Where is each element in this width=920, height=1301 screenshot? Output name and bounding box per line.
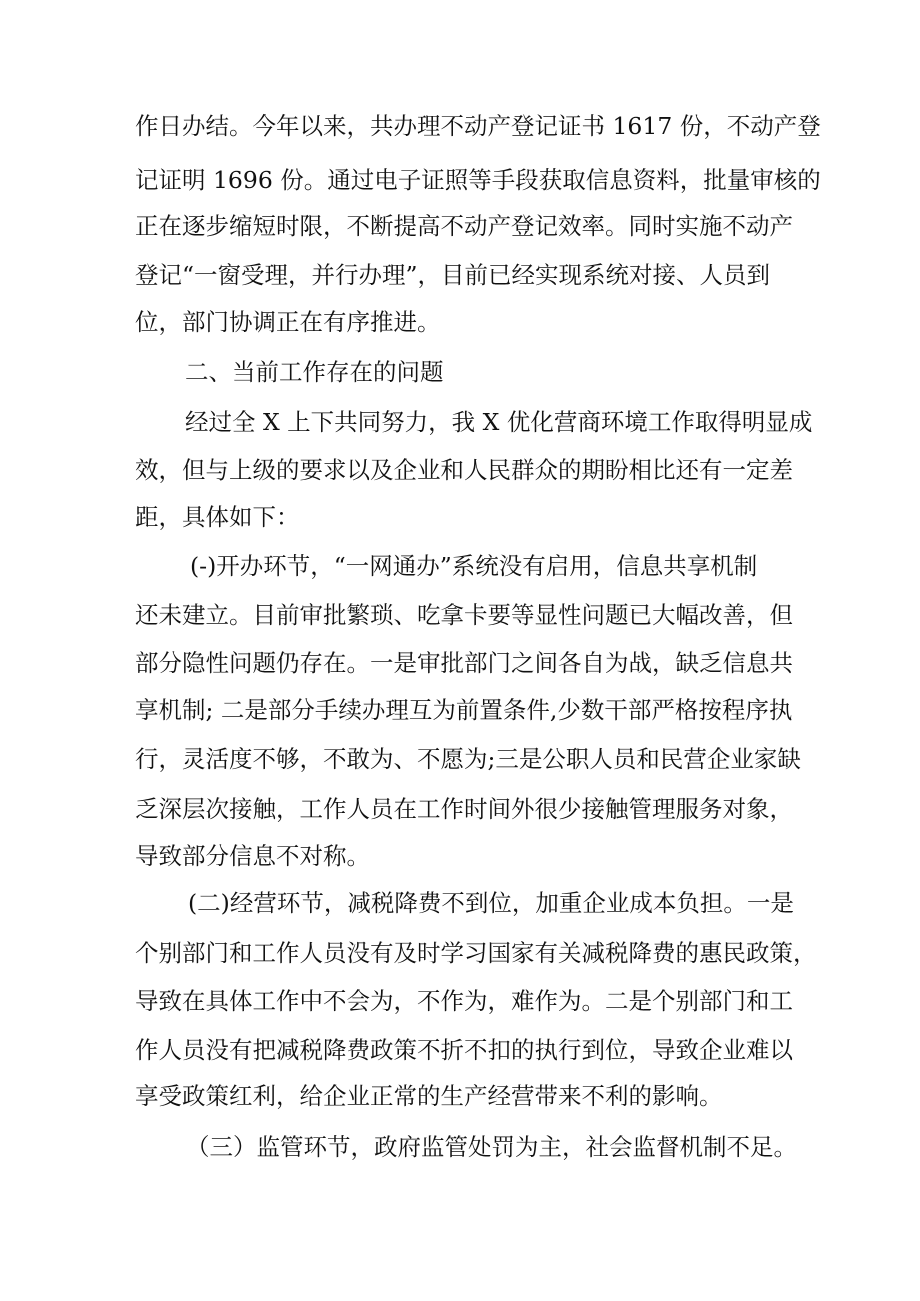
text-line: 导致部分信息不对称。 (135, 842, 370, 870)
text-line: 作人员没有把减税降费政策不折不扣的执行到位，导致企业难以 (135, 1036, 793, 1064)
section-heading: 二、当前工作存在的问题 (185, 358, 444, 386)
text-line: 行，灵活度不够，不敢为、不愿为;三是公职人员和民营企业家缺 (135, 745, 801, 773)
text-line: 正在逐步缩短时限，不断提高不动产登记效率。同时实施不动产 (135, 212, 793, 240)
text-line: 效，但与上级的要求以及企业和人民群众的期盼相比还有一定差 (135, 456, 793, 484)
text-line: 还未建立。目前审批繁琐、吃拿卡要等显性问题已大幅改善，但 (135, 601, 793, 629)
text-line: 享受政策红利，给企业正常的生产经营带来不利的影响。 (135, 1082, 723, 1110)
text-line: (二)经营环节，减税降费不到位，加重企业成本负担。一是 (188, 889, 794, 917)
text-line: 导致在具体工作中不会为，不作为，难作为。二是个别部门和工 (135, 987, 793, 1015)
text-line: 享机制; 二是部分手续办理互为前置条件,少数干部严格按程序执 (135, 696, 793, 724)
text-line: 经过全 X 上下共同努力，我 X 优化营商环境工作取得明显成 (185, 408, 813, 436)
text-line: 位，部门协调正在有序推进。 (135, 308, 441, 336)
text-line: 部分隐性问题仍存在。一是审批部门之间各自为战，缺乏信息共 (135, 649, 793, 677)
text-line: 记证明 1696 份。通过电子证照等手段获取信息资料，批量审核的 (135, 166, 821, 194)
text-line: 距，具体如下： (135, 503, 300, 531)
text-line: 登记“一窗受理，并行办理”，目前已经实现系统对接、人员到 (135, 261, 771, 289)
text-line: 乏深层次接触，工作人员在工作时间外很少接触管理服务对象， (135, 795, 793, 823)
text-line: 个别部门和工作人员没有及时学习国家有关减税降费的惠民政策， (135, 939, 817, 967)
text-line: 作日办结。今年以来，共办理不动产登记证书 1617 份，不动产登 (135, 112, 821, 140)
text-line: (-)开办环节，“一网通办”系统没有启用，信息共享机制 (190, 552, 758, 580)
text-line: （三）监管环节，政府监管处罚为主，社会监督机制不足。 (186, 1133, 797, 1161)
